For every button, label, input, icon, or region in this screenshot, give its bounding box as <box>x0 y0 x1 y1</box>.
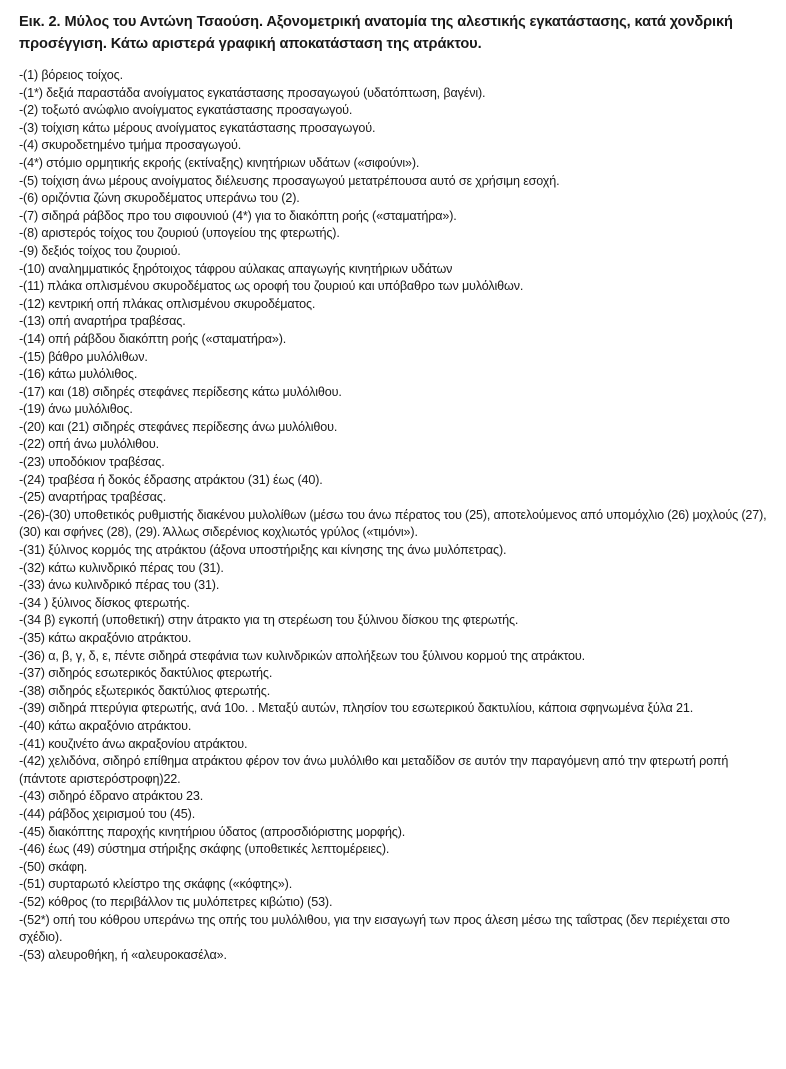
legend-item: -(1) βόρειος τοίχος. <box>19 68 123 82</box>
legend-item: -(32) κάτω κυλινδρικό πέρας του (31). <box>19 560 224 575</box>
legend-item: -(44) ράβδος χειρισμού του (45). <box>19 806 196 821</box>
legend-item: -(1*) δεξιά παραστάδα ανοίγματος εγκατάστασης προσαγωγού (υδατόπτωση, βαγένι). <box>19 85 486 100</box>
legend-item: -(24) τραβέσα ή δοκός έδρασης ατράκτου (31) έως (40). <box>19 472 323 487</box>
legend-item: -(13) οπή αναρτήρα τραβέσας. <box>19 314 186 329</box>
legend-item: -(14) οπή ράβδου διακόπτη ροής («σταματήρα»). <box>19 331 287 346</box>
legend-item: -(2) τοξωτό ανώφλιο ανοίγματος εγκατάστασης προσαγωγού. <box>19 103 353 118</box>
legend-item: -(39) σιδηρά πτερύγια φτερωτής, ανά 10ο. . Μεταξύ αυτών, πλησίον του εσωτερικού δακτυλίου, κάποια σφηνωμένα ξύλα 21. <box>19 701 694 716</box>
legend-item: -(52) κόθρος (το περιβάλλον τις μυλόπετρες κιβώτιο) (53). <box>19 894 333 909</box>
legend-item: -(8) αριστερός τοίχος του ζουριού (υπογείου της φτερωτής). <box>19 226 340 241</box>
legend-item: -(5) τοίχιση άνω μέρους ανοίγματος διέλευσης προσαγωγού μετατρέπουσα αυτό σε χρήσιμη εσοχή. <box>19 173 560 188</box>
legend-item: -(41) κουζινέτο άνω ακραξονίου ατράκτου. <box>19 736 248 751</box>
legend-item: -(40) κάτω ακραξόνιο ατράκτου. <box>19 718 192 733</box>
legend-item: -(4*) στόμιο ορμητικής εκροής (εκτίναξης) κινητήριων υδάτων («σιφούνι»). <box>19 155 420 170</box>
legend-item: -(6) οριζόντια ζώνη σκυροδέματος υπεράνω του (2). <box>19 191 300 206</box>
legend-item: -(7) σιδηρά ράβδος προ του σιφουνιού (4*) για το διακόπτη ροής («σταματήρα»). <box>19 208 457 223</box>
legend-item: -(36) α, β, γ, δ, ε, πέντε σιδηρά στεφάνια των κυλινδρικών απολήξεων του ξύλινου κορμού της ατράκτου. <box>19 648 585 663</box>
legend-item: -(35) κάτω ακραξόνιο ατράκτου. <box>19 631 192 645</box>
legend-item: -(53) αλευροθήκη, ή «αλευροκασέλα». <box>19 947 227 962</box>
legend-item: -(33) άνω κυλινδρικό πέρας του (31). <box>19 578 220 593</box>
legend-item: -(51) συρταρωτό κλείστρο της σκάφης («κόφτης»). <box>19 877 293 892</box>
legend-item: -(31) ξύλινος κορμός της ατράκτου (άξονα υποστήριξης και κίνησης της άνω μυλόπετρας). <box>19 543 507 558</box>
legend-item: -(37) σιδηρός εσωτερικός δακτύλιος φτερωτής. <box>19 666 273 681</box>
legend-item: -(17) και (18) σιδηρές στεφάνες περίδεσης κάτω μυλόλιθου. <box>19 384 342 399</box>
legend-item: -(46) έως (49) σύστημα στήριξης σκάφης (υποθετικές λεπτομέρειες). <box>19 842 390 857</box>
legend-item: -(26)-(30) υποθετικός ρυθμιστής διακένου μυλολίθων (μέσω του άνω πέρατος του (25), αποτελούμενος από υπομόχλιο (26) μοχλούς (27), (30) και σφήνες (28), (29). Άλλως σιδερένιος κοχλιωτός γρύλος («τιμόνι»). <box>19 507 767 540</box>
legend-item: -(20) και (21) σιδηρές στεφάνες περίδεσης άνω μυλόλιθου. <box>19 419 338 434</box>
legend-item: -(50) σκάφη. <box>19 859 88 874</box>
legend-item: -(22) οπή άνω μυλόλιθου. <box>19 437 159 452</box>
legend-item: -(45) διακόπτης παροχής κινητήριου ύδατος (απροσδιόριστης μορφής). <box>19 824 406 839</box>
legend-item: -(34 ) ξύλινος δίσκος φτερωτής. <box>19 595 190 610</box>
legend-item: -(12) κεντρική οπή πλάκας οπλισμένου σκυροδέματος. <box>19 296 316 311</box>
legend-item: -(42) χελιδόνα, σιδηρό επίθημα ατράκτου φέρον τον άνω μυλόλιθο και μεταδίδον σε αυτόν την παραγόμενη από την φτερωτή ροπή (πάντοτε αριστερόστροφη)22. <box>19 754 729 786</box>
legend-item: -(10) αναλημματικός ξηρότοιχος τάφρου αύλακας απαγωγής κινητήριων υδάτων <box>19 261 453 276</box>
legend-item: -(11) πλάκα οπλισμένου σκυροδέματος ως οροφή του ζουριού και υπόβαθρο των μυλόλιθων. <box>19 279 524 294</box>
legend-item: -(34 β) εγκοπή (υποθετική) στην άτρακτο για τη στερέωση του ξύλινου δίσκου της φτερωτής. <box>19 613 519 628</box>
figure-caption-title: Εικ. 2. Μύλος του Αντώνη Τσαούση. Αξονομετρική ανατομία της αλεστικής εγκατάστασης, κατά χονδρική προσέγγιση. Κάτω αριστερά γραφική αποκατάσταση της ατράκτου. <box>19 14 733 52</box>
legend-item: -(16) κάτω μυλόλιθος. <box>19 367 138 382</box>
legend-list <box>19 67 776 964</box>
legend-item: -(15) βάθρο μυλόλιθων. <box>19 349 148 364</box>
legend-item: -(3) τοίχιση κάτω μέρους ανοίγματος εγκατάστασης προσαγωγού. <box>19 120 376 135</box>
legend-item: -(9) δεξιός τοίχος του ζουριού. <box>19 243 181 258</box>
legend-item: -(52*) οπή του κόθρου υπεράνω της οπής του μυλόλιθου, για την εισαγωγή των προς άλεση μέσω της ταΐστρας (δεν περιέχεται στο σχέδιο). <box>19 912 730 945</box>
legend-item: -(38) σιδηρός εξωτερικός δακτύλιος φτερωτής. <box>19 683 271 698</box>
legend-item: -(19) άνω μυλόλιθος. <box>19 402 133 417</box>
legend-item: -(23) υποδόκιον τραβέσας. <box>19 455 165 470</box>
legend-item: -(25) αναρτήρας τραβέσας. <box>19 490 167 505</box>
legend-item: -(4) σκυροδετημένο τμήμα προσαγωγού. <box>19 138 242 153</box>
legend-item: -(43) σιδηρό έδρανο ατράκτου 23. <box>19 789 204 804</box>
